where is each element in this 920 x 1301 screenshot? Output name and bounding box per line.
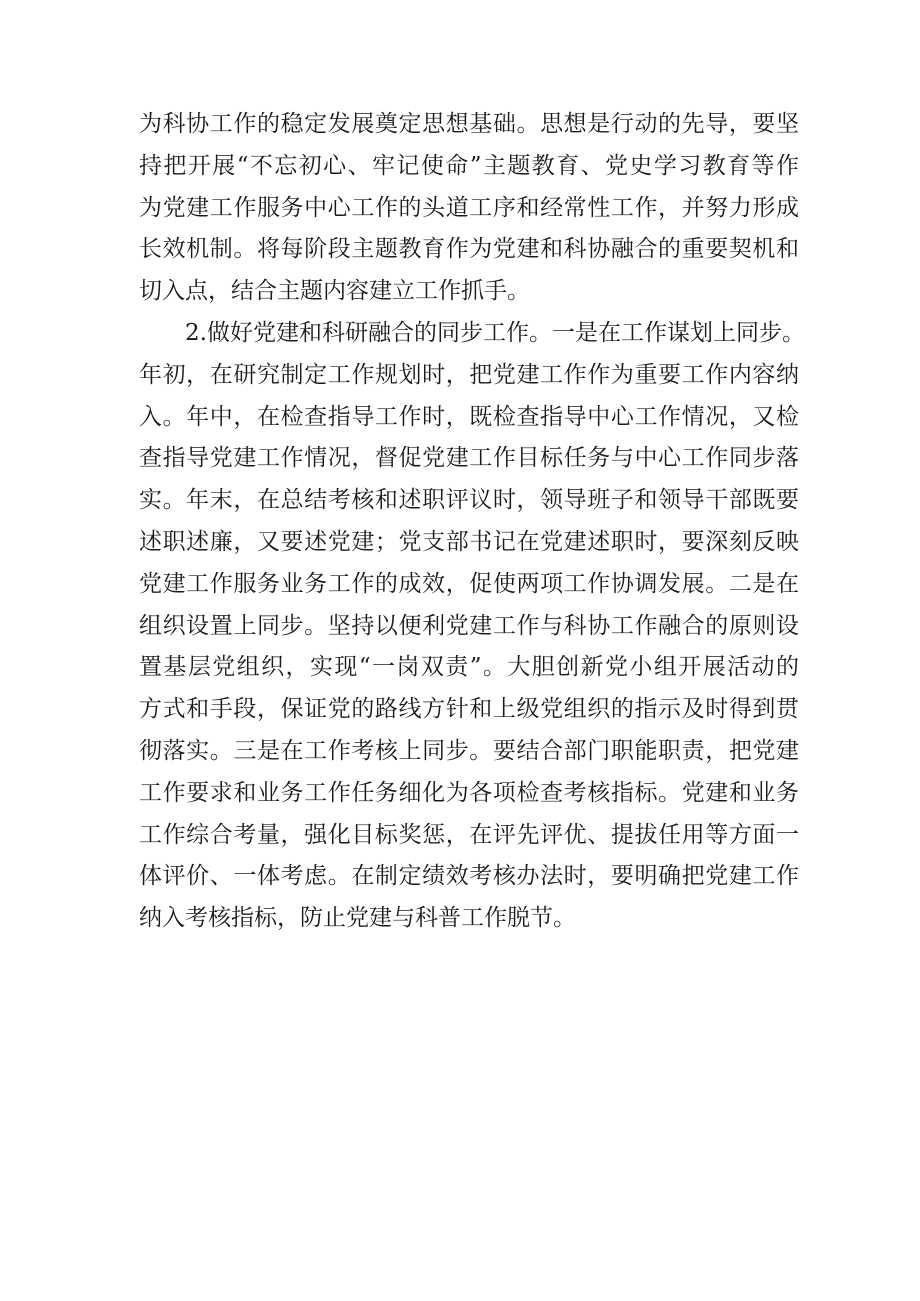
text-line: 组织设置上同步。坚持以便利党建工作与科协工作融合的原则设 bbox=[139, 612, 799, 639]
text-line: 置基层党组织，实现“一岗双责”。大胆创新党小组开展活动的 bbox=[139, 654, 799, 681]
text-line: 年初，在研究制定工作规划时，把党建工作作为重要工作内容纳 bbox=[139, 361, 799, 388]
text-line: 述职述廉，又要述党建；党支部书记在党建述职时，要深刻反映 bbox=[139, 528, 799, 555]
text-line: 党建工作服务业务工作的成效，促使两项工作协调发展。二是在 bbox=[139, 570, 799, 597]
text-line: 实。年末，在总结考核和述职评议时，领导班子和领导干部既要 bbox=[139, 487, 799, 514]
text-line: 工作要求和业务工作任务细化为各项检查考核指标。党建和业务 bbox=[139, 779, 799, 806]
paragraph-2 bbox=[139, 313, 805, 940]
document-body bbox=[139, 104, 805, 940]
text-line: 为党建工作服务中心工作的头道工序和经常性工作，并努力形成 bbox=[139, 194, 799, 221]
text-line: 入。年中，在检查指导工作时，既检查指导中心工作情况，又检 bbox=[139, 403, 799, 430]
text-line: 纳入考核指标，防止党建与科普工作脱节。 bbox=[139, 905, 576, 932]
text-line: 长效机制。将每阶段主题教育作为党建和科协融合的重要契机和 bbox=[139, 236, 799, 263]
text-line: 持把开展“不忘初心、牢记使命”主题教育、党史学习教育等作 bbox=[139, 152, 799, 179]
text-line: 工作综合考量，强化目标奖惩，在评先评优、提拔任用等方面一 bbox=[139, 821, 799, 848]
text-line: 2.做好党建和科研融合的同步工作。一是在工作谋划上同步。 bbox=[185, 319, 805, 346]
text-line: 查指导党建工作情况，督促党建工作目标任务与中心工作同步落 bbox=[139, 445, 799, 472]
text-line: 彻落实。三是在工作考核上同步。要结合部门职能职责，把党建 bbox=[139, 737, 799, 764]
paragraph-1 bbox=[139, 104, 799, 313]
text-line: 方式和手段，保证党的路线方针和上级党组织的指示及时得到贯 bbox=[139, 696, 799, 723]
text-line: 体评价、一体考虑。在制定绩效考核办法时，要明确把党建工作 bbox=[139, 863, 799, 890]
text-line: 为科协工作的稳定发展奠定思想基础。思想是行动的先导，要坚 bbox=[139, 111, 799, 137]
text-line: 切入点，结合主题内容建立工作抓手。 bbox=[139, 278, 530, 305]
